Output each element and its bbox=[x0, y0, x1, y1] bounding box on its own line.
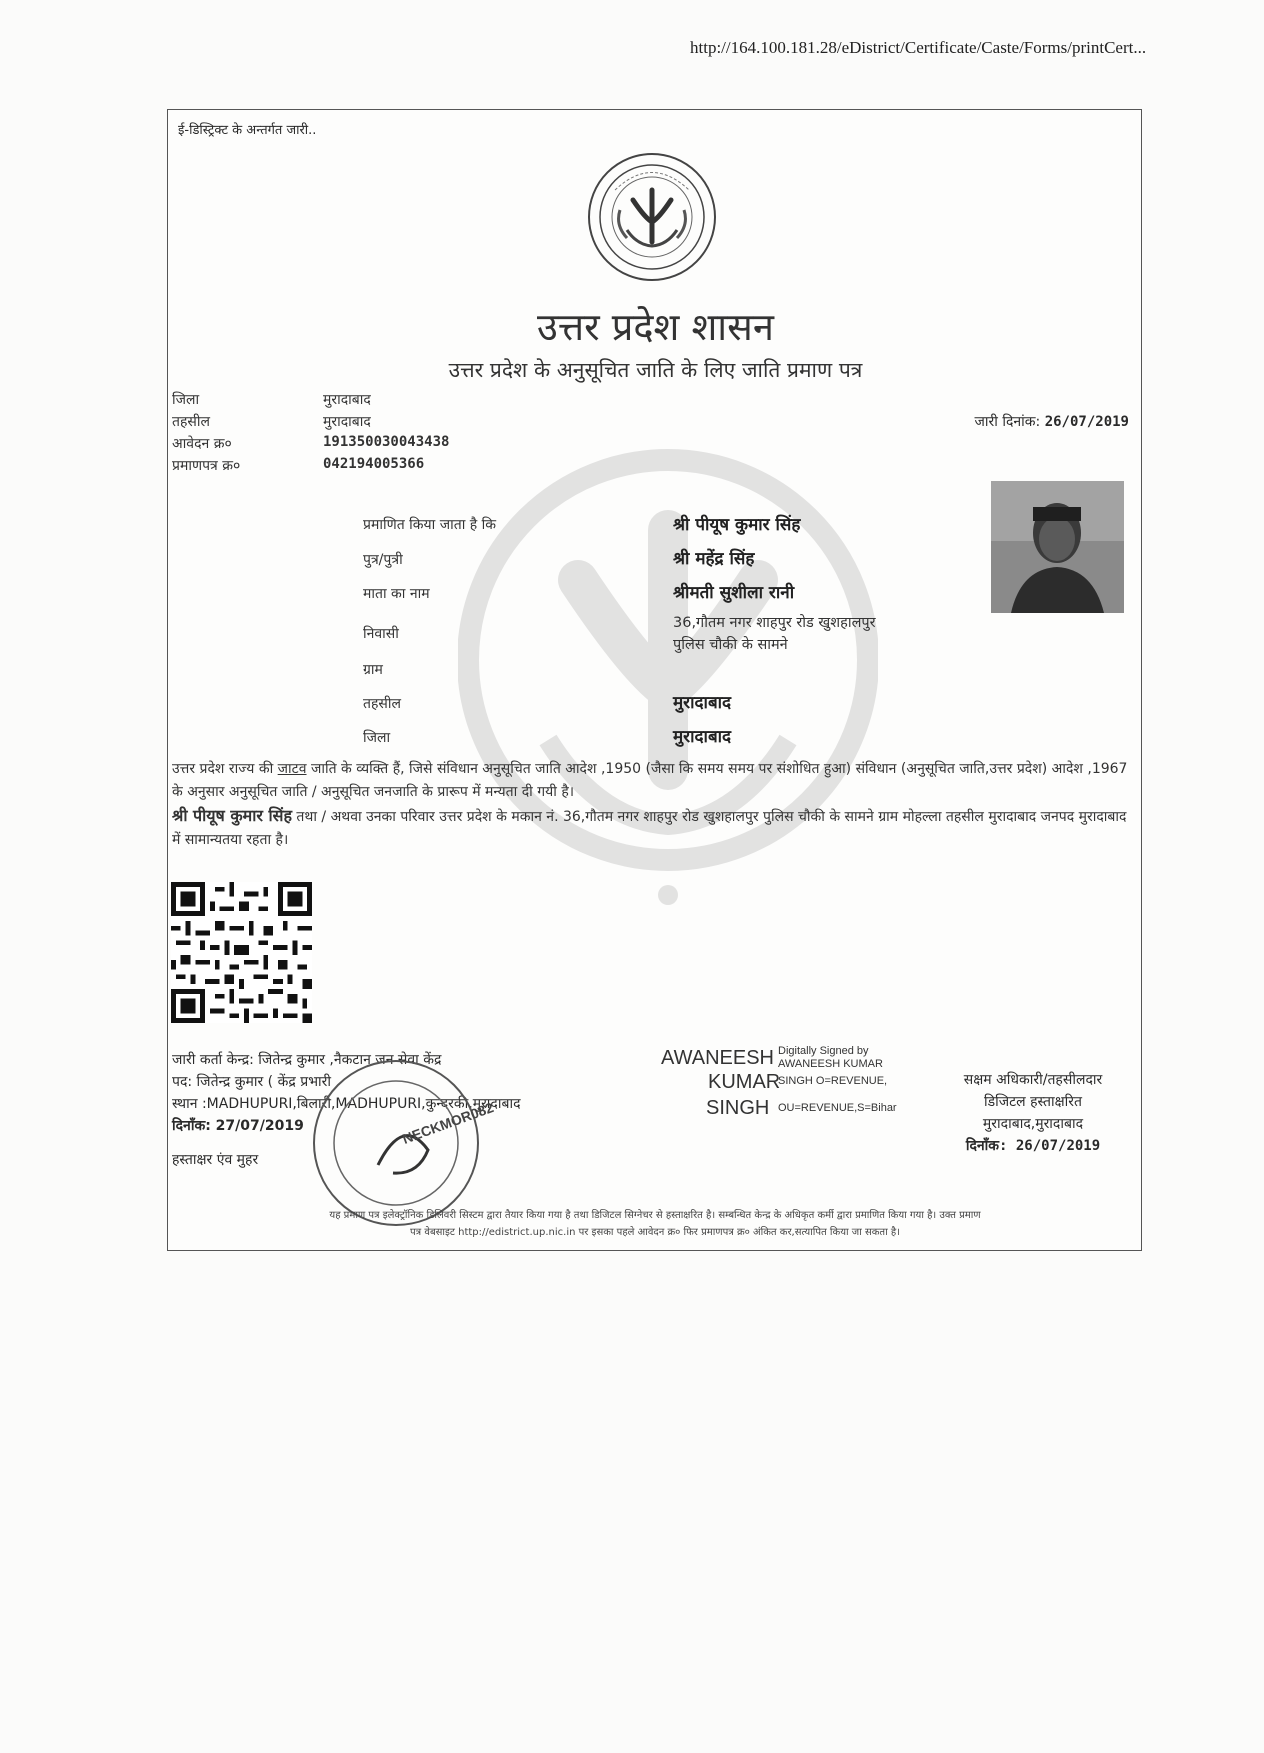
stamp-seal-icon bbox=[308, 1055, 483, 1230]
issuer-centre: जारी कर्ता केन्द्र: जितेन्द्र कुमार ,नैकटान जन सेवा केंद्र bbox=[172, 1052, 442, 1068]
field-value-father: श्री महेंद्र सिंह bbox=[673, 549, 755, 569]
stamp-code: NECKMOR082 bbox=[400, 1099, 496, 1147]
dsig-name-3: SINGH bbox=[706, 1097, 770, 1119]
issuer-post: पद: जितेन्द्र कुमार ( केंद्र प्रभारी bbox=[172, 1074, 332, 1090]
dsig-detail-3: SINGH O=REVENUE, bbox=[778, 1075, 888, 1087]
issued-under-text: ई-डिस्ट्रिक्ट के अन्तर्गत जारी.. bbox=[178, 123, 317, 138]
authority-date: दिनाँक: 26/07/2019 bbox=[965, 1138, 1101, 1154]
certificate-footer-note bbox=[174, 1207, 1136, 1241]
meta-label-application-no: आवेदन क्र० bbox=[172, 436, 232, 452]
footer-line-1: यह प्रमाण पत्र इलेक्ट्रॉनिक डिलिवरी सिस्टम द्वारा तैयार किया गया है तथा डिजिटल सिग्नेचर से हस्ताक्षरित है। सम्बन्धित केन्द्र के अधिकृत कर्मी द्वारा प्रमाणित किया गया है। उक्त प्रमाण bbox=[329, 1210, 981, 1221]
dsig-detail-2: AWANEESH KUMAR bbox=[778, 1058, 883, 1070]
field-value-address-line1: 36,गौतम नगर शाहपुर रोड खुशहालपुर bbox=[673, 615, 876, 631]
field-value-tehsil: मुरादाबाद bbox=[673, 693, 732, 713]
field-label-tehsil: तहसील bbox=[363, 696, 401, 712]
caste-name: जाटव bbox=[277, 761, 307, 777]
field-value-address-line2: पुलिस चौकी के सामने bbox=[673, 637, 788, 653]
dsig-detail-4: OU=REVENUE,S=Bihar bbox=[778, 1102, 897, 1114]
meta-label-tehsil: तहसील bbox=[172, 414, 210, 430]
dsig-name-2: KUMAR bbox=[708, 1071, 781, 1093]
authority-digitally-signed: डिजिटल हस्ताक्षरित bbox=[984, 1094, 1082, 1110]
meta-value-district: मुरादाबाद bbox=[323, 392, 371, 408]
meta-label-district: जिला bbox=[172, 392, 200, 408]
person-photo-icon bbox=[991, 481, 1124, 613]
body-text-a: उत्तर प्रदेश राज्य की bbox=[172, 761, 274, 777]
applicant-photo bbox=[991, 481, 1124, 613]
up-government-emblem bbox=[585, 150, 719, 284]
issuer-place: स्थान :MADHUPURI,बिलारी,MADHUPURI,कुन्दरकी,मुरादाबाद bbox=[172, 1096, 521, 1112]
body-applicant-name: श्री पीयूष कुमार सिंह bbox=[172, 806, 292, 825]
field-value-district: मुरादाबाद bbox=[673, 727, 732, 747]
field-value-mother: श्रीमती सुशीला रानी bbox=[673, 583, 795, 603]
certificate-body-paragraph bbox=[172, 758, 1132, 852]
field-label-certified: प्रमाणित किया जाता है कि bbox=[363, 517, 497, 533]
field-label-mother: माता का नाम bbox=[363, 586, 430, 602]
footer-line-2: पत्र वेबसाइट http://edistrict.up.nic.in पर इसका पहले आवेदन क्र० फिर प्रमाणपत्र क्र० अंकित कर,सत्यापित किया जा सकता है। bbox=[410, 1227, 900, 1238]
field-label-resident: निवासी bbox=[363, 626, 399, 642]
issue-date-label: जारी दिनांक: bbox=[974, 414, 1041, 430]
issue-date-value: 26/07/2019 bbox=[1044, 414, 1129, 430]
field-label-district: जिला bbox=[363, 730, 391, 746]
field-label-son-daughter: पुत्र/पुत्री bbox=[363, 552, 403, 568]
issuer-date: दिनाँक: 27/07/2019 bbox=[172, 1118, 304, 1134]
browser-url: http://164.100.181.28/eDistrict/Certificate/Caste/Forms/printCert... bbox=[690, 38, 1147, 57]
certificate-subtitle: उत्तर प्रदेश के अनुसूचित जाति के लिए जाति प्रमाण पत्र bbox=[448, 358, 863, 382]
body-text-b: जाति के व्यक्ति हैं, जिसे संविधान अनुसूचित जाति आदेश ,1950 (जैसा कि समय समय पर संशोधित हुआ) संविधान (अनुसूचित जाति,उत्तर प्रदेश) आदेश ,1967 के अनुसार अनुसूचित जाति / अनुसूचित जनजाति के प्रारूप में मन्यता दी गयी है। bbox=[172, 761, 1128, 800]
body-text-c: तथा / अथवा उनका परिवार उत्तर प्रदेश के मकान नं. 36,गौतम नगर शाहपुर रोड खुशहालपुर पुलिस चौकी के सामने ग्राम मोहल्ला तहसील मुरादाबाद जनपद मुरादाबाद में सामान्यतया रहता है। bbox=[172, 809, 1127, 848]
meta-label-certificate-no: प्रमाणपत्र क्र० bbox=[172, 458, 241, 474]
field-value-name: श्री पीयूष कुमार सिंह bbox=[673, 515, 801, 535]
meta-value-certificate-no: 042194005366 bbox=[323, 456, 425, 472]
authority-location: मुरादाबाद,मुरादाबाद bbox=[982, 1116, 1084, 1132]
dsig-detail-1: Digitally Signed by bbox=[778, 1045, 869, 1057]
meta-value-tehsil: मुरादाबाद bbox=[323, 414, 371, 430]
authority-title: सक्षम अधिकारी/तहसीलदार bbox=[963, 1072, 1103, 1088]
qr-code[interactable] bbox=[171, 882, 312, 1023]
field-label-village: ग्राम bbox=[363, 662, 383, 678]
digital-signature bbox=[661, 1045, 941, 1125]
sign-and-seal-label: हस्ताक्षर एंव मुहर bbox=[172, 1152, 259, 1168]
certificate-title: उत्तर प्रदेश शासन bbox=[537, 305, 774, 349]
meta-value-application-no: 191350030043438 bbox=[323, 434, 450, 450]
dsig-name-1: AWANEESH bbox=[661, 1047, 774, 1069]
official-stamp bbox=[308, 1055, 496, 1230]
issue-date bbox=[975, 412, 1130, 431]
caste-certificate bbox=[167, 109, 1142, 1251]
